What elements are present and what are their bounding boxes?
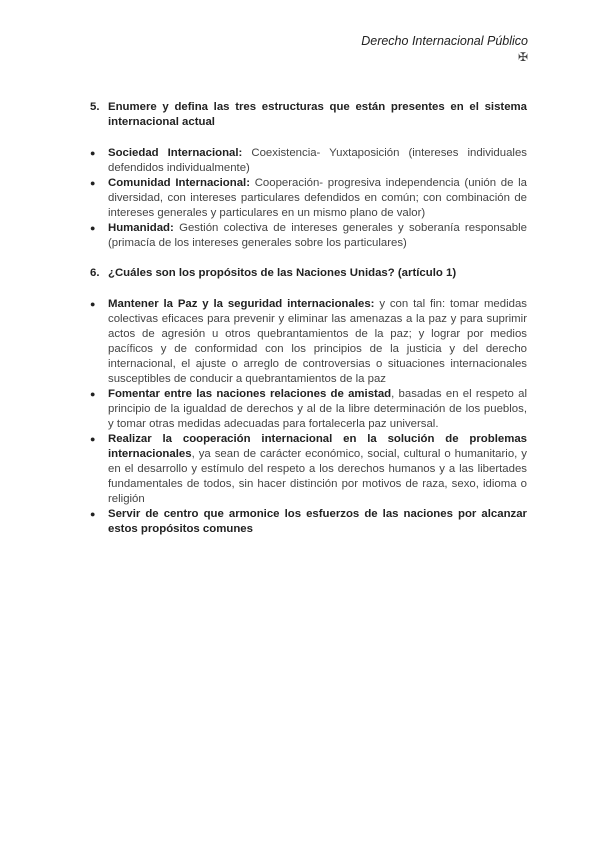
question-text: Enumere y defina las tres estructuras que están presentes en el sistema internacional actual — [108, 101, 527, 128]
question-number: 6. — [90, 267, 100, 279]
list-item-term: Humanidad: — [108, 222, 174, 234]
list-item-term: Sociedad Internacional: — [108, 147, 243, 159]
bullet-icon: ● — [90, 389, 96, 399]
cross-ornament-icon: ✠ — [517, 50, 528, 64]
list-item-description: Coexistencia- Yuxtaposición (intereses individuales defendidos individualmente) — [108, 147, 527, 174]
bullet-icon: ● — [90, 148, 96, 158]
list-item-term: Mantener la Paz y la seguridad internacionales: — [108, 298, 375, 310]
list-item-description: Gestión colectiva de intereses generales y soberanía responsable (primacía de los intereses generales sobre los particulares) — [108, 222, 527, 249]
list-item — [90, 146, 527, 176]
list-item — [90, 297, 527, 387]
question-6 — [90, 266, 527, 281]
bullet-icon: ● — [90, 223, 96, 233]
bullet-icon: ● — [90, 178, 96, 188]
list-item — [90, 507, 527, 537]
list-item-description: y con tal fin: tomar medidas colectivas eficaces para prevenir y eliminar las amenazas a la paz y para suprimir actos de agresión u otros quebrantamientos de la paz; y lograr por medios pacíficos y de conformidad con los principios de la justicia y del derecho internacional, el ajuste o arreglo de controversias o situaciones internacionales susceptibles de conducir a quebrantamientos de la paz — [108, 298, 527, 385]
list-item — [90, 387, 527, 432]
list-item-term: Comunidad Internacional: — [108, 177, 251, 189]
bullet-icon: ● — [90, 299, 96, 309]
list-item — [90, 176, 527, 221]
header-title: Derecho Internacional Público — [361, 34, 528, 48]
question-text: ¿Cuáles son los propósitos de las Naciones Unidas? (artículo 1) — [108, 267, 457, 279]
list-item-description: Cooperación- progresiva independencia (unión de la diversidad, con intereses particulares defendidos en común; con combinación de intereses generales y particulares en un mismo plano de valor) — [108, 177, 527, 219]
question-6-list — [90, 297, 527, 537]
question-5 — [90, 100, 527, 130]
document-body — [90, 100, 527, 537]
list-item-term: Servir de centro que armonice los esfuerzos de las naciones por alcanzar estos propósitos comunes — [108, 508, 527, 535]
list-item-description: , ya sean de carácter económico, social, cultural o humanitario, y en el desarrollo y estímulo del respeto a los derechos humanos y a las libertades fundamentales de todos, sin hacer distinción por motivos de raza, sexo, idioma o religión — [108, 448, 527, 505]
page-header — [361, 34, 528, 64]
list-item — [90, 432, 527, 507]
question-number: 5. — [90, 101, 100, 113]
list-item — [90, 221, 527, 251]
list-item-term: Realizar la cooperación internacional en la solución de problemas internacionales — [108, 433, 527, 460]
bullet-icon: ● — [90, 509, 96, 519]
list-item-term: Fomentar entre las naciones relaciones de amistad — [108, 388, 392, 400]
list-item-description: , basadas en el respeto al principio de la igualdad de derechos y al de la libre determinación de los pueblos, y tomar otras medidas adecuadas para fortalecerla paz universal. — [108, 388, 527, 430]
bullet-icon: ● — [90, 434, 96, 444]
question-5-list — [90, 146, 527, 251]
